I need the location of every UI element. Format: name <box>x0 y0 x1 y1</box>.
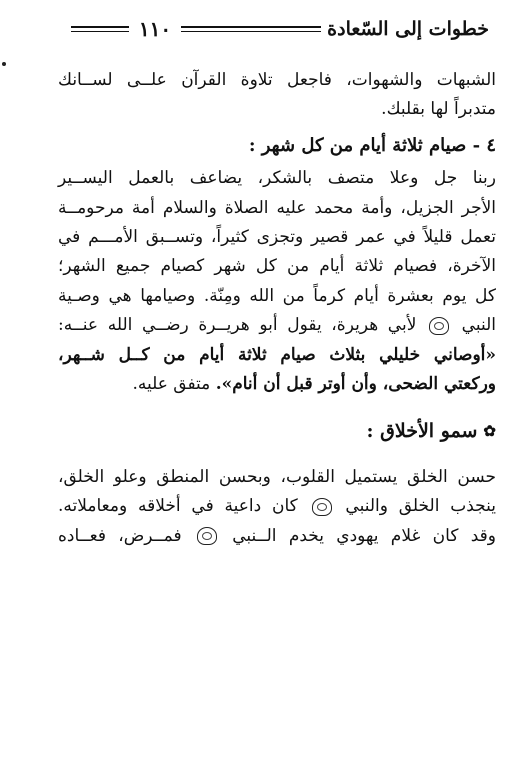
section-title: سمو الأخلاق : <box>366 420 478 443</box>
flower-star-icon: ✿ <box>483 422 496 441</box>
salawat-ligature-icon <box>429 317 449 335</box>
book-title: خطوات إلى السّعادة <box>327 18 489 40</box>
text-fragment: ينجذب الخلق والنبي <box>345 496 497 517</box>
page-number: ١١٠ <box>138 17 172 41</box>
text-line: حسن الخلق يستميل القلوب، وبحسن المنطق وعلو الخلق، <box>58 466 496 487</box>
hadith-source: متفق عليه. <box>132 374 211 395</box>
text-line: كل يوم بعشرة أيام كرماً من الله ومِنّة. وصيامها هي وصـية <box>58 285 496 306</box>
text-line <box>58 522 496 551</box>
header-rule-short <box>71 26 129 32</box>
scan-speck <box>2 62 6 66</box>
text-line: الشبهات والشهوات، فاجعل تلاوة القرآن علــى لســانك <box>58 70 496 90</box>
section-heading <box>58 417 496 446</box>
text-line: الآخرة، فصيام ثلاثة أيام من كل شهر كصيام جميع الشهر؛ <box>58 256 496 277</box>
text-fragment: كان داعية في أخلاقه ومعاملاته. <box>58 496 298 517</box>
text-line <box>58 311 496 340</box>
hadith-text: وركعتي الضحى، وأن أوتر قبل أن أنام». <box>215 374 496 395</box>
salawat-ligature-icon <box>312 498 332 516</box>
text-fragment: وقد كان غلام يهودي يخدم الــنبي <box>232 525 496 546</box>
text-line <box>58 492 496 521</box>
page-body <box>58 66 496 551</box>
text-fragment: لأبي هريرة، يقول أبو هريــرة رضــي الله عنــه: <box>58 315 417 336</box>
running-header <box>56 14 489 44</box>
text-line: تعمل قليلاً في عمر قصير وتجزى كثيراً، وتســبق الأمـــم في <box>58 227 496 248</box>
text-line: ربنا جل وعلا متصف بالشكر، يضاعف بالعمل اليســير <box>58 168 496 189</box>
salawat-ligature-icon <box>197 527 217 545</box>
text-fragment: النبي <box>461 315 497 336</box>
text-line <box>58 370 496 399</box>
text-line: متدبراً لها بقلبك. <box>381 99 496 120</box>
text-line: الأجر الجزيل، وأمة محمد عليه الصلاة والسلام أمة مرحومــة <box>58 197 496 218</box>
text-fragment: فمــرض، فعــاده <box>58 525 182 546</box>
header-rule <box>181 26 321 32</box>
subheading-fasting: ٤ - صيام ثلاثة أيام من كل شهر : <box>248 134 496 156</box>
hadith-text: «أوصاني خليلي بثلاث صيام ثلاثة أيام من كــل شــهر، <box>58 344 496 365</box>
